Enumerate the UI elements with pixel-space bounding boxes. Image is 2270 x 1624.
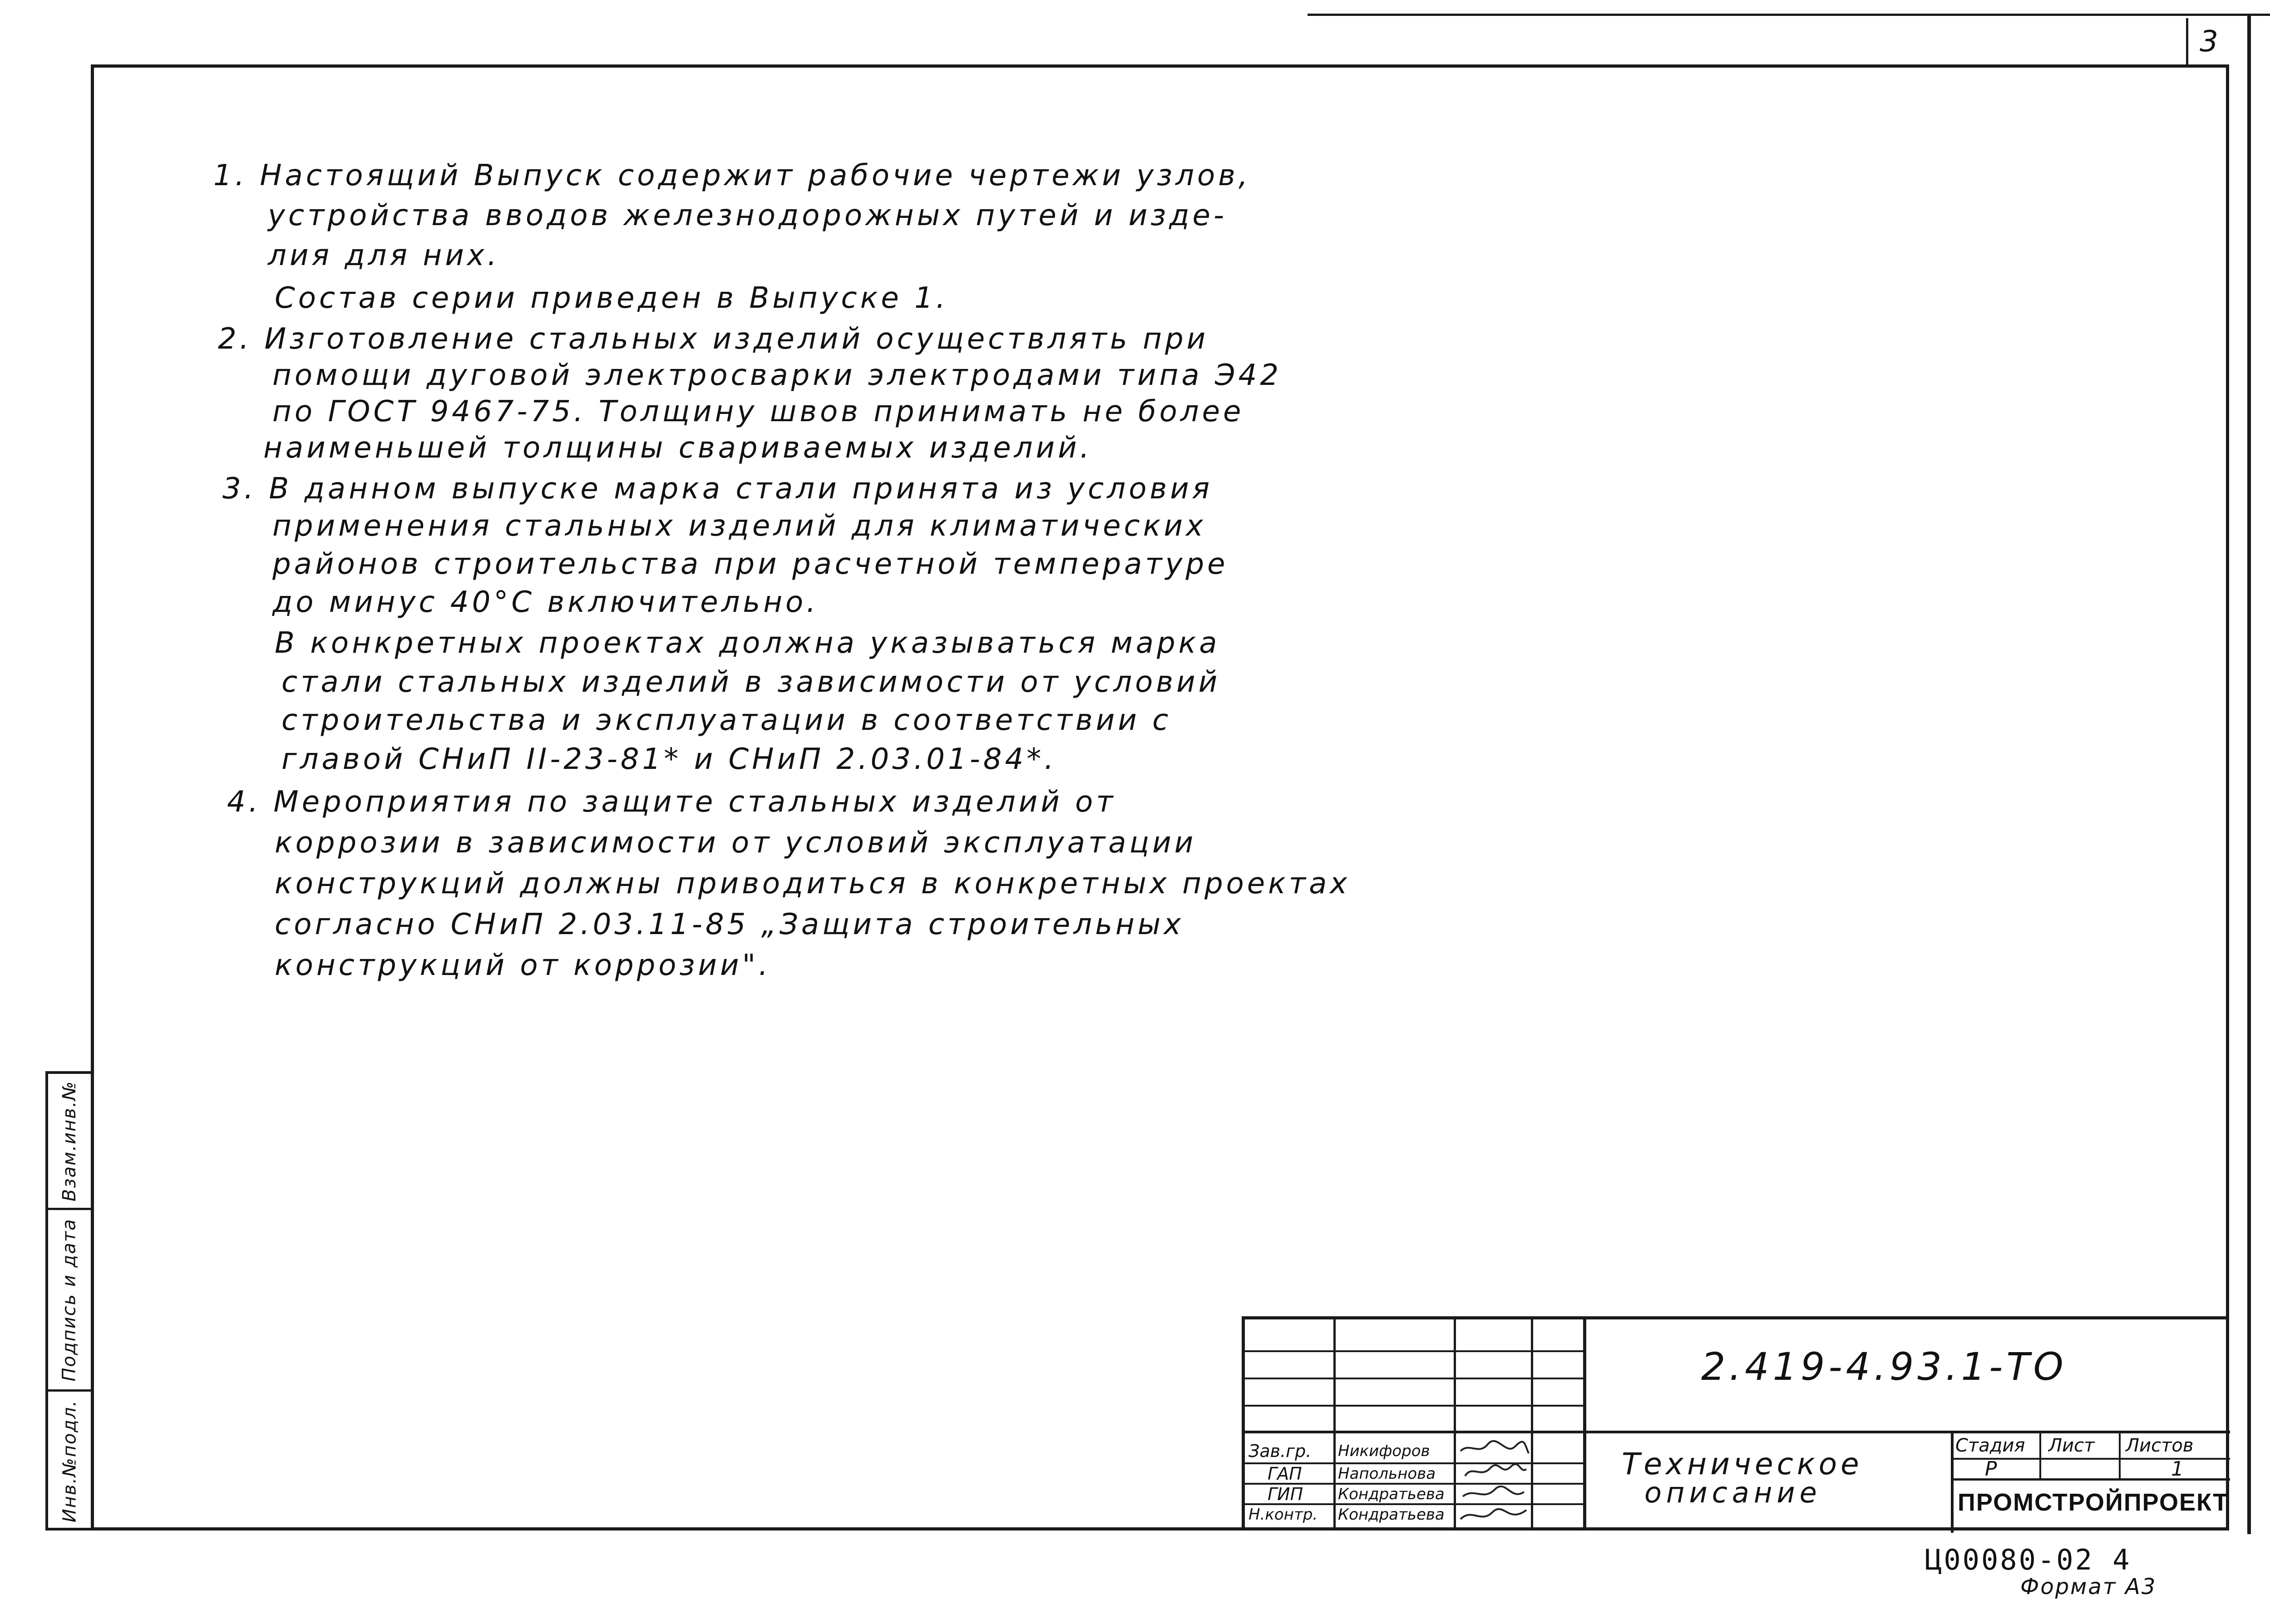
footer-format: Формат А3	[2020, 1574, 2157, 1599]
note-line: Состав серии приведен в Выпуске 1.	[275, 281, 949, 315]
signer-role: Зав.гр.	[1248, 1441, 1312, 1461]
document-code: 2.419-4.93.1-ТО	[1701, 1344, 2067, 1389]
sheet-number: 3	[2186, 18, 2230, 65]
grid-line	[1245, 1431, 2230, 1433]
signer-name: Кондратьева	[1338, 1485, 1445, 1503]
grid-line	[2119, 1431, 2121, 1480]
inv-podl-cell	[48, 1392, 91, 1530]
grid-line	[1245, 1350, 1585, 1352]
note-line: наименьшей толщины свариваемых изделий.	[263, 431, 1093, 465]
signer-role: Н.контр.	[1248, 1506, 1318, 1524]
right-border-line	[2247, 14, 2251, 1534]
note-line: устройства вводов железнодорожных путей и изде-	[268, 199, 1227, 232]
note-line: 2. Изготовление стальных изделий осуществлять при	[218, 322, 1209, 356]
grid-line	[1951, 1431, 1954, 1533]
sheet-header: Лист	[2048, 1435, 2095, 1456]
note-line: 1. Настоящий Выпуск содержит рабочие чертежи узлов,	[213, 159, 1251, 192]
grid-line	[1245, 1378, 1585, 1379]
note-line: В конкретных проектах должна указываться марка	[275, 626, 1220, 660]
note-line: 4. Мероприятия по защите стальных изделий от	[227, 785, 1116, 819]
left-stamp-strip	[45, 1071, 91, 1530]
title-block	[1242, 1316, 2229, 1530]
signer-name: Никифоров	[1338, 1442, 1430, 1460]
stage-header: Стадия	[1955, 1435, 2025, 1456]
note-line: конструкций должны приводиться в конкретных проектах	[275, 867, 1351, 901]
signer-role: ГИП	[1268, 1484, 1303, 1504]
organization-name: ПРОМСТРОЙПРОЕКТ	[1958, 1489, 2229, 1516]
podpis-data-cell	[48, 1210, 91, 1392]
document-title-line2: описание	[1644, 1476, 1821, 1509]
grid-line	[2039, 1431, 2041, 1480]
note-line: конструкций от коррозии".	[275, 949, 771, 982]
sheets-header: Листов	[2126, 1435, 2194, 1456]
note-line: до минус 40°С включительно.	[272, 586, 819, 619]
podpis-data-label: Подпись и дата	[59, 1218, 80, 1382]
note-line: помощи дуговой электросварки электродами типа Э42	[272, 359, 1282, 392]
note-line: районов строительства при расчетной температуре	[272, 547, 1229, 581]
footer-code: Ц00080-02 4	[1925, 1543, 2132, 1576]
note-line: коррозии в зависимости от условий эксплуатации	[275, 826, 1197, 860]
note-line: главой СНиП II-23-81* и СНиП 2.03.01-84*.	[281, 743, 1057, 776]
note-line: лия для них.	[268, 239, 500, 272]
signatures-graphic	[1456, 1433, 1531, 1530]
note-line: 3. В данном выпуске марка стали принята из условия	[222, 472, 1213, 506]
signer-name: Кондратьева	[1338, 1506, 1445, 1524]
signer-name: Напольнова	[1338, 1465, 1436, 1483]
document-title-line1: Техническое	[1622, 1447, 1863, 1481]
sheets-value: 1	[2171, 1457, 2184, 1481]
note-line: строительства и эксплуатации в соответствии с	[281, 704, 1172, 737]
note-line: согласно СНиП 2.03.11-85 „Защита строительных	[275, 908, 1184, 941]
signer-role: ГАП	[1268, 1464, 1302, 1484]
vzam-inv-cell	[48, 1074, 91, 1210]
inv-podl-label: Инв.№подл.	[59, 1399, 80, 1523]
stage-value: Р	[1985, 1457, 1997, 1481]
note-line: стали стальных изделий в зависимости от условий	[281, 665, 1221, 699]
note-line: по ГОСТ 9467-75. Толщину швов принимать не более	[272, 395, 1244, 428]
note-line: применения стальных изделий для климатических	[272, 509, 1206, 543]
vzam-inv-label: Взам.инв.№	[59, 1080, 80, 1201]
grid-line	[1245, 1405, 1585, 1407]
top-border-line	[1308, 14, 2270, 16]
